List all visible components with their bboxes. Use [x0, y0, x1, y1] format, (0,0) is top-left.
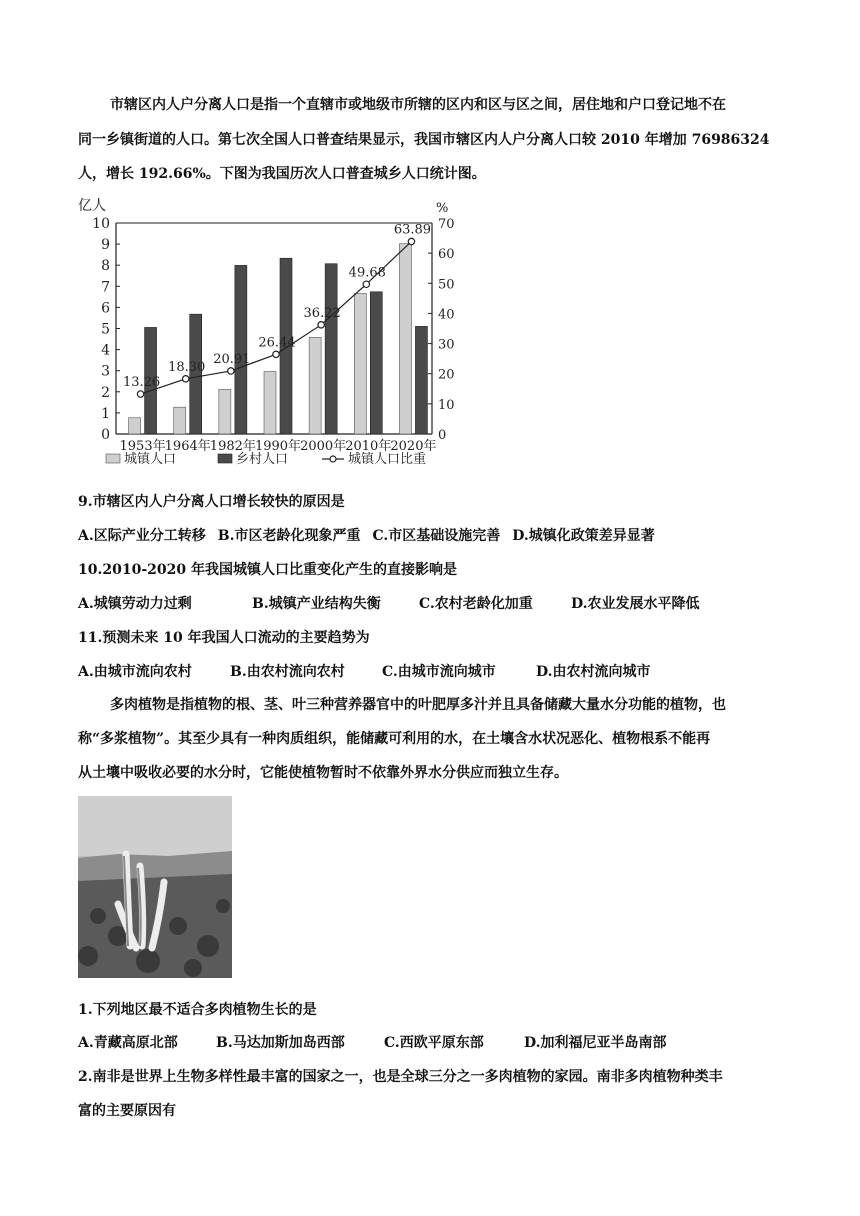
y-tick-label-right: 40	[438, 307, 455, 323]
y-tick-label-left: 1	[101, 405, 110, 422]
q11-option-c[interactable]: C.由城市流向城市	[382, 664, 496, 680]
bar-urban	[399, 244, 411, 434]
succulent-line-1: 多肉植物是指植物的根、茎、叶三种营养器官中的叶肥厚多汁并且具备储藏大量水分功能的植物，也	[110, 697, 726, 713]
q10-option-b[interactable]: B.城镇产业结构失衡	[252, 596, 381, 612]
y-tick-label-left: 4	[101, 342, 110, 359]
urban-ratio-point	[183, 376, 189, 382]
legend-urban-label: 城镇人口	[124, 452, 177, 467]
legend-ratio-label: 城镇人口比重	[348, 452, 427, 467]
bar-urban	[309, 337, 321, 434]
population-census-chart	[76, 194, 456, 476]
x-tick-label: 2020年	[390, 439, 437, 454]
q10-option-d[interactable]: D.农业发展水平降低	[571, 596, 700, 612]
q11-option-b[interactable]: B.由农村流向农村	[230, 664, 345, 680]
urban-ratio-point	[363, 281, 369, 287]
bar-rural	[415, 326, 427, 434]
q10-stem: 10.2010-2020 年我国城镇人口比重变化产生的直接影响是	[78, 562, 457, 578]
y-tick-label-left: 0	[101, 427, 110, 443]
y-tick-label-right: 20	[438, 367, 455, 383]
urban-ratio-point	[137, 391, 143, 397]
succulent-plant-photo	[78, 796, 232, 978]
legend-rural-swatch	[218, 454, 232, 463]
q10-options	[78, 593, 722, 613]
bar-urban	[174, 407, 186, 434]
q9-stem: 9.市辖区内人户分离人口增长较快的原因是	[78, 494, 345, 510]
x-tick-label: 1990年	[254, 439, 302, 454]
legend-rural-label: 乡村人口	[236, 452, 289, 467]
urban-ratio-label: 18.30	[168, 359, 206, 375]
intro-line-2: 同一乡镇街道的人口。第七次全国人口普查结果显示，我国市辖区内人户分离人口较 2010 年增加 76986324	[78, 132, 770, 148]
q1-stem: 1.下列地区最不适合多肉植物生长的是	[78, 1002, 317, 1018]
q1-option-d[interactable]: D.加利福尼亚半岛南部	[524, 1035, 667, 1051]
y-tick-label-left: 5	[101, 321, 110, 338]
y-tick-label-left: 7	[101, 279, 110, 296]
urban-ratio-label: 49.68	[348, 265, 386, 281]
q1-option-a[interactable]: A.青藏高原北部	[78, 1035, 178, 1051]
succulent-line-3: 从土壤中吸收必要的水分时，它能使植物暂时不依靠外界水分供应而独立生存。	[78, 765, 568, 781]
q9-option-a[interactable]: A.区际产业分工转移	[78, 528, 206, 544]
y-tick-label-right: 10	[438, 397, 455, 413]
urban-ratio-label: 13.26	[122, 375, 161, 391]
bar-rural	[235, 265, 247, 434]
q11-stem: 11.预测未来 10 年我国人口流动的主要趋势为	[78, 630, 370, 646]
urban-ratio-point	[273, 351, 279, 357]
q11-options	[78, 661, 673, 681]
q10-option-c[interactable]: C.农村老龄化加重	[419, 596, 533, 612]
bar-urban	[264, 372, 276, 434]
succulent-line-2: 称“多浆植物”。其至少具有一种肉质组织，能储藏可利用的水，在土壤含水状况恶化、植物根系不能再	[78, 731, 711, 747]
y-tick-label-left: 9	[101, 237, 110, 254]
bar-rural	[370, 292, 382, 434]
q11-option-d[interactable]: D.由农村流向城市	[536, 664, 651, 680]
y-tick-label-left: 6	[101, 300, 110, 317]
x-tick-label: 1982年	[209, 439, 256, 454]
y-axis-label-right: %	[436, 201, 449, 216]
x-tick-label: 2010年	[345, 439, 392, 454]
q10-option-a[interactable]: A.城镇劳动力过剩	[78, 596, 192, 612]
y-tick-label-left: 10	[92, 216, 110, 232]
urban-ratio-point	[408, 238, 414, 244]
urban-ratio-point	[228, 368, 234, 374]
q2-line-1: 2.南非是世界上生物多样性最丰富的国家之一，也是全球三分之一多肉植物的家园。南非多肉植物种类丰	[78, 1069, 723, 1085]
q9-options	[78, 525, 677, 545]
q1-options	[78, 1032, 689, 1052]
y-tick-label-right: 60	[438, 247, 455, 263]
y-axis-label-left: 亿人	[78, 198, 106, 214]
urban-ratio-label: 63.89	[393, 222, 432, 238]
bar-urban	[354, 293, 366, 434]
q9-option-c[interactable]: C.市区基础设施完善	[372, 528, 501, 544]
intro-line-1: 市辖区内人户分离人口是指一个直辖市或地级市所辖的区内和区与区之间，居住地和户口登记地不在	[110, 97, 726, 113]
y-tick-label-right: 30	[438, 337, 455, 353]
q9-option-b[interactable]: B.市区老龄化现象严重	[217, 528, 361, 544]
y-tick-label-right: 50	[438, 277, 455, 293]
x-tick-label: 1964年	[164, 439, 211, 454]
y-tick-label-left: 2	[101, 384, 110, 401]
y-tick-label-left: 3	[101, 363, 110, 380]
q1-option-c[interactable]: C.西欧平原东部	[384, 1035, 484, 1051]
legend-urban-swatch	[106, 454, 120, 463]
y-tick-label-right: 70	[438, 217, 455, 232]
legend-ratio-marker	[330, 456, 336, 462]
q11-option-a[interactable]: A.由城市流向农村	[78, 664, 192, 680]
y-tick-label-left: 8	[101, 258, 110, 275]
x-tick-label: 2000年	[300, 439, 347, 454]
intro-line-3: 人，增长 192.66%。下图为我国历次人口普查城乡人口统计图。	[78, 166, 486, 182]
q1-option-b[interactable]: B.马达加斯加岛西部	[216, 1035, 345, 1051]
x-tick-label: 1953年	[119, 439, 166, 454]
urban-ratio-point	[318, 322, 324, 328]
bar-urban	[129, 418, 141, 434]
bar-rural	[325, 264, 337, 434]
bar-urban	[219, 389, 231, 434]
urban-ratio-label: 26.44	[258, 335, 296, 351]
urban-ratio-label: 20.91	[213, 351, 251, 367]
urban-ratio-label: 36.22	[303, 305, 341, 321]
q2-line-2: 富的主要原因有	[78, 1103, 176, 1119]
q9-option-d[interactable]: D.城镇化政策差异显著	[512, 528, 655, 544]
y-tick-label-right: 0	[438, 428, 447, 443]
